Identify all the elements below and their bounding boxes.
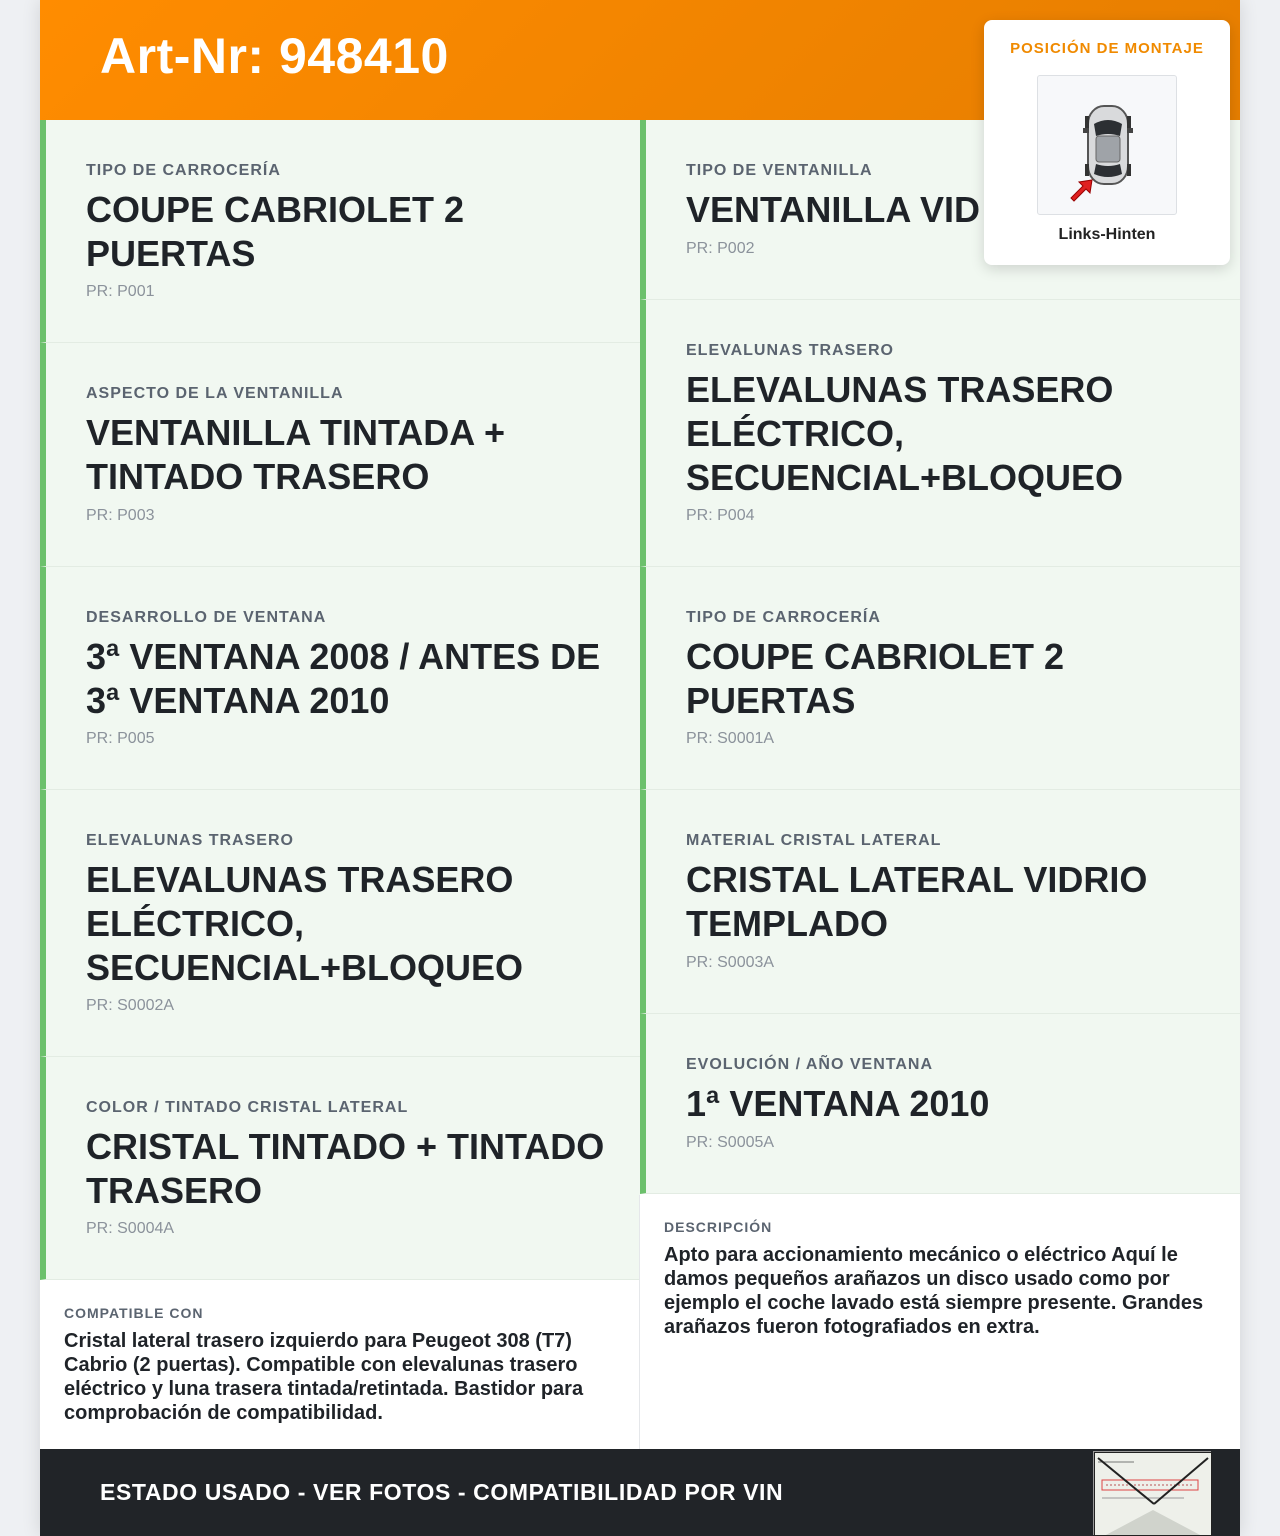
mounting-diagram — [1037, 75, 1177, 215]
spec-label: TIPO DE VENTANILLA — [686, 162, 873, 179]
description-label: DESCRIPCIÓN — [664, 1219, 773, 1235]
spec-label: COLOR / TINTADO CRISTAL LATERAL — [86, 1099, 409, 1116]
spec-label: ELEVALUNAS TRASERO — [86, 832, 294, 849]
spec-value: CRISTAL TINTADO + TINTADO TRASERO — [86, 1126, 605, 1211]
spec-code: PR: S0001A — [686, 730, 775, 747]
spec-value: ELEVALUNAS TRASERO ELÉCTRICO, SECUENCIAL+BLOQUEO — [86, 859, 524, 988]
mounting-position-card — [984, 20, 1230, 265]
mounting-title: POSICIÓN DE MONTAJE — [1010, 40, 1204, 57]
spec-cell — [640, 567, 1240, 790]
spec-value: 3ª VENTANA 2008 / ANTES DE 3ª VENTANA 2010 — [86, 636, 601, 721]
compatible-label: COMPATIBLE CON — [64, 1305, 204, 1321]
spec-value: COUPE CABRIOLET 2 PUERTAS — [686, 636, 1065, 721]
spec-code: PR: P004 — [686, 507, 755, 524]
spec-cell — [40, 1057, 640, 1280]
section-divider — [639, 1195, 640, 1449]
spec-cell — [640, 300, 1240, 567]
spec-code: PR: S0005A — [686, 1134, 775, 1151]
spec-value: 1ª VENTANA 2010 — [686, 1083, 990, 1124]
spec-label: MATERIAL CRISTAL LATERAL — [686, 832, 942, 849]
compatible-text: Cristal lateral trasero izquierdo para Peugeot 308 (T7) Cabrio (2 puertas). Compatible con elevalunas trasero eléctrico y luna trasera tintada/retintada. Bastidor para comprobación de compatibilidad. — [64, 1330, 584, 1424]
product-sheet — [40, 0, 1240, 1536]
spec-cell — [40, 790, 640, 1057]
spec-code: PR: S0002A — [86, 997, 175, 1014]
spec-label: TIPO DE CARROCERÍA — [686, 609, 881, 626]
spec-label: EVOLUCIÓN / AÑO VENTANA — [686, 1056, 934, 1073]
spec-cell — [40, 120, 640, 343]
description-text: Apto para accionamiento mecánico o eléctrico Aquí le damos pequeños arañazos un disco usado como por ejemplo el coche lavado está siempre presente. Grandes arañazos fueron fotografiados en extra. — [664, 1244, 1204, 1338]
spec-value: COUPE CABRIOLET 2 PUERTAS — [86, 189, 465, 274]
spec-label: ELEVALUNAS TRASERO — [686, 342, 894, 359]
red-arrow-icon — [1038, 76, 1178, 216]
footer-bar — [40, 1449, 1240, 1536]
description-section — [640, 1194, 1240, 1449]
spec-label: ASPECTO DE LA VENTANILLA — [86, 385, 344, 402]
footer-status-text: ESTADO USADO - VER FOTOS - COMPATIBILIDAD POR VIN — [100, 1479, 784, 1505]
spec-label: DESARROLLO DE VENTANA — [86, 609, 327, 626]
spec-value: CRISTAL LATERAL VIDRIO TEMPLADO — [686, 859, 1148, 944]
vin-document-icon — [1093, 1451, 1211, 1535]
spec-cell — [40, 567, 640, 790]
spec-code: PR: P003 — [86, 507, 155, 524]
spec-cell — [640, 1014, 1240, 1194]
spec-value: VENTANILLA VID — [686, 189, 980, 230]
spec-label: TIPO DE CARROCERÍA — [86, 162, 281, 179]
spec-value: VENTANILLA TINTADA + TINTADO TRASERO — [86, 412, 505, 497]
spec-code: PR: S0004A — [86, 1220, 175, 1237]
spec-cell — [640, 790, 1240, 1014]
spec-cell — [40, 343, 640, 567]
mounting-position-label: Links-Hinten — [1058, 226, 1156, 243]
spec-code: PR: P001 — [86, 283, 155, 300]
spec-value: ELEVALUNAS TRASERO ELÉCTRICO, SECUENCIAL+BLOQUEO — [686, 369, 1124, 498]
spec-code: PR: S0003A — [686, 954, 775, 971]
compatible-section — [40, 1280, 639, 1449]
spec-code: PR: P005 — [86, 730, 155, 747]
article-number: Art-Nr: 948410 — [100, 28, 449, 84]
spec-code: PR: P002 — [686, 240, 755, 257]
